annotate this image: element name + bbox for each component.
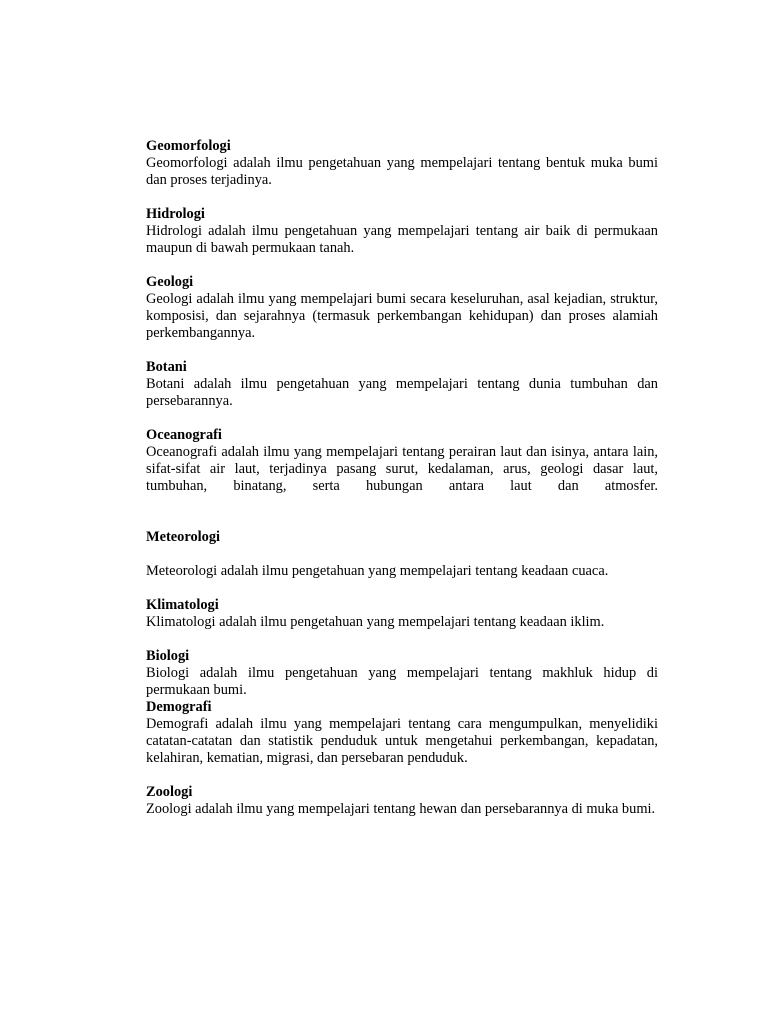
- document-page: [146, 138, 658, 818]
- entry-definition: Zoologi adalah ilmu yang mempelajari tentang hewan dan persebarannya di muka bumi.: [146, 801, 656, 817]
- entry-hidrologi: [146, 206, 658, 257]
- entry-definition: Biologi adalah ilmu pengetahuan yang mempelajari tentang makhluk hidup di permukaan bumi.: [146, 665, 658, 698]
- entry-term: Oceanografi: [146, 427, 222, 443]
- entry-term: Meteorologi: [146, 529, 221, 545]
- entry-term: Hidrologi: [146, 206, 205, 222]
- entry-term: Zoologi: [146, 784, 193, 800]
- entry-definition: Oceanografi adalah ilmu yang mempelajari tentang perairan laut dan isinya, antara lain, sifat-sifat air laut, terjadinya pasang surut, kedalaman, arus, geologi dasar laut, tumbuhan, binatang, serta hubungan antara laut dan atmosfer.: [146, 444, 658, 494]
- entry-geomorfologi: [146, 138, 658, 189]
- entry-zoologi: [146, 784, 658, 818]
- entry-oceanografi: [146, 427, 658, 495]
- entry-term: Geologi: [146, 274, 194, 290]
- entry-meteorologi: [146, 529, 658, 580]
- entry-botani: [146, 359, 658, 410]
- entry-definition: Botani adalah ilmu pengetahuan yang mempelajari tentang dunia tumbuhan dan persebarannya.: [146, 376, 658, 409]
- entry-definition: Hidrologi adalah ilmu pengetahuan yang mempelajari tentang air baik di permukaan maupun di bawah permukaan tanah.: [146, 223, 658, 256]
- entry-definition: Geologi adalah ilmu yang mempelajari bumi secara keseluruhan, asal kejadian, struktur, komposisi, dan sejarahnya (termasuk perkembangan kehidupan) dan proses alamiah perkembangannya.: [146, 291, 658, 341]
- entry-definition: Demografi adalah ilmu yang mempelajari tentang cara mengumpulkan, menyelidiki catatan-catatan dan statistik penduduk untuk mengetahui perkembangan, kepadatan, kelahiran, kematian, migrasi, dan persebaran penduduk.: [146, 716, 658, 766]
- entry-term: Botani: [146, 359, 187, 375]
- entry-definition: Klimatologi adalah ilmu pengetahuan yang mempelajari tentang keadaan iklim.: [146, 614, 605, 630]
- entry-term: Demografi: [146, 699, 212, 715]
- entry-geologi: [146, 274, 658, 342]
- entry-term: Klimatologi: [146, 597, 219, 613]
- entry-term: Biologi: [146, 648, 190, 664]
- entry-klimatologi: [146, 597, 658, 631]
- entry-definition: Meteorologi adalah ilmu pengetahuan yang mempelajari tentang keadaan cuaca.: [146, 563, 609, 579]
- entry-term: Geomorfologi: [146, 138, 231, 154]
- entry-biologi: [146, 648, 658, 699]
- entry-demografi: [146, 699, 658, 767]
- entry-definition: Geomorfologi adalah ilmu pengetahuan yang mempelajari tentang bentuk muka bumi dan proses terjadinya.: [146, 155, 658, 188]
